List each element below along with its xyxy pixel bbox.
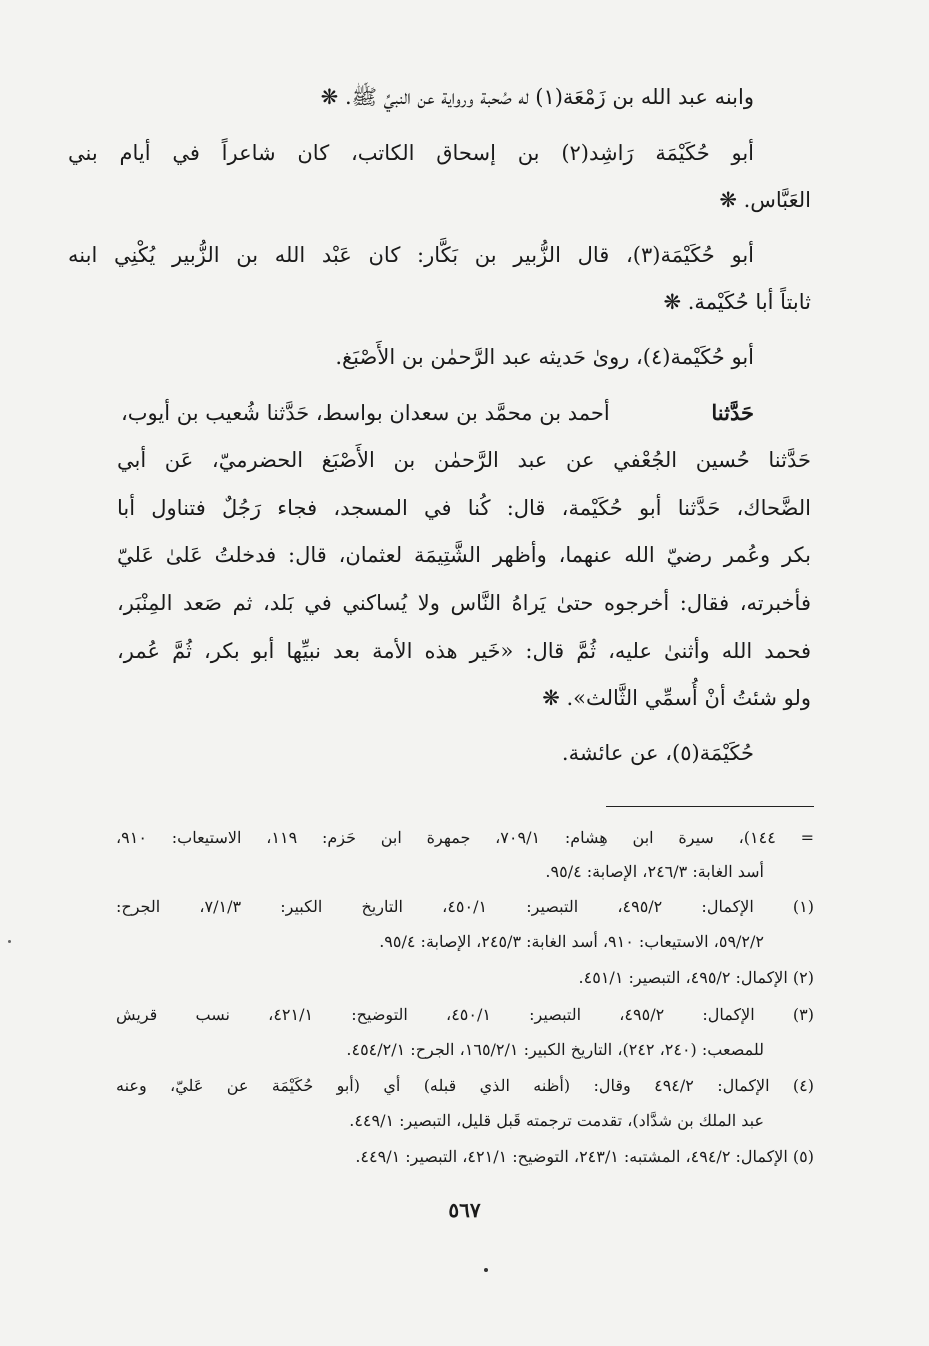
body-line: فحمد الله وأثنىٰ عليه، ثُمَّ قال: «خَير هذه الأمة بعد نبيِّها أبو بكر، ثُمَّ عُمر، bbox=[117, 639, 811, 663]
footnote-line: عبد الملك بن شدَّاد)، تقدمت ترجمته قَبل قليل، التبصير: ٤٤٩/١. bbox=[349, 1111, 764, 1130]
footnote-separator bbox=[606, 806, 814, 807]
body-line: وابنه عبد الله بن زَمْعَة(١) له صُحبة ورواية عن النبيِّ ﷺ. ❋ bbox=[320, 85, 754, 109]
footnote-line: (٤) الإكمال: ٤٩٤/٢ وقال: (أظنه الذي قبله) أي (أبو حُكَيْمَة عن عَليّ، وعنه bbox=[116, 1076, 815, 1095]
scan-speck bbox=[8, 940, 11, 943]
scan-speck bbox=[484, 1268, 488, 1272]
body-line bbox=[121, 398, 754, 428]
body-line: حُكَيْمَة(٥)، عن عائشة. bbox=[561, 741, 754, 765]
footnote-line: (١) الإكمال: ٤٩٥/٢، التبصير: ٤٥٠/١، التاريخ الكبير: ٧/١/٣، الجرح: bbox=[116, 897, 815, 916]
body-line: الضَّحاك، حَدَّثنا أبو حُكَيْمة، قال: كُنا في المسجد، فجاء رَجُلٌ فتناول أبا bbox=[117, 496, 811, 520]
body-line: حَدَّثنا حُسين الجُعْفي عن عبد الرَّحمٰن بن الأَصْبَغ الحضرميّ، عَن أبي bbox=[117, 448, 811, 472]
body-line: بكر وعُمر رضيّ الله عنهما، وأظهر الشَّتِيمَة لعثمان، قال: فدخلتُ عَلىٰ عَليّ bbox=[117, 543, 811, 567]
footnote-line: (٥) الإكمال: ٤٩٤/٢، المشتبه: ٢٤٣/١، التوضيح: ٤٢١/١، التبصير: ٤٤٩/١. bbox=[355, 1147, 814, 1166]
footnote-line: ٥٩/٢/٢، الاستيعاب: ٩١٠، أسد الغابة: ٢٤٥/٣، الإصابة: ٩٥/٤. bbox=[379, 932, 764, 951]
footnote-line: (٢) الإكمال: ٤٩٥/٢، التبصير: ٤٥١/١. bbox=[578, 968, 814, 987]
body-line: أبو حُكَيْمة(٤)، روىٰ حَديثه عبد الرَّحمٰن بن الأَصْبَغ. bbox=[335, 345, 754, 369]
footnote-line: = ١٤٤)، سيرة ابن هِشام: ٧٠٩/١، جمهرة ابن حَزم: ١١٩، الاستيعاب: ٩١٠، bbox=[116, 828, 815, 847]
page-number: ٥٦٧ bbox=[448, 1198, 481, 1222]
body-line: العَبَّاس. ❋ bbox=[719, 188, 811, 212]
body-line: فأخبرته، فقال: أخرجوه حتىٰ يَراهُ النَّاس ولا يُساكني في بَلد، ثم صَعد المِنْبَر، bbox=[117, 591, 811, 615]
footnote-line: للمصعب: (٢٤٠، ٢٤٢)، التاريخ الكبير: ١٦٥/٢/١، الجرح: ٤٥٤/٢/١. bbox=[346, 1040, 764, 1059]
body-line: ولو شئتُ أنْ أُسمِّي الثَّالث». ❋ bbox=[542, 686, 811, 710]
footnote-line: (٣) الإكمال: ٤٩٥/٢، التبصير: ٤٥٠/١، التوضيح: ٤٢١/١، نسب قريش bbox=[116, 1005, 814, 1024]
body-line-text: أحمد بن محمَّد بن سعدان بواسط، حَدَّثنا شُعيب بن أيوب، bbox=[121, 401, 610, 425]
footnote-line: أسد الغابة: ٢٤٦/٣، الإصابة: ٩٥/٤. bbox=[545, 862, 764, 881]
haddathana-label: حَدَّثنا bbox=[711, 400, 754, 425]
body-line: أبو حُكَيْمَة رَاشِد(٢) بن إسحاق الكاتب، كان شاعراً في أيام بني bbox=[68, 141, 754, 165]
body-line: ثابتاً أبا حُكَيْمة. ❋ bbox=[663, 290, 811, 314]
body-line: أبو حُكَيْمَة(٣)، قال الزُّبير بن بَكَّار: كان عَبْد الله بن الزُّبير يُكْنِي ابنه bbox=[68, 243, 755, 267]
